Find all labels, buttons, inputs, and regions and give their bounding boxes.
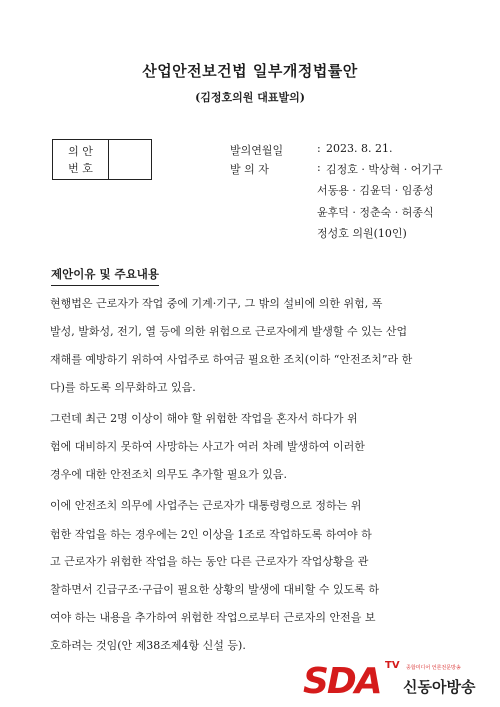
broadcaster-logo (303, 660, 493, 702)
proposer-line: 윤후덕 · 정춘숙 · 허종식 (317, 206, 434, 219)
proposer-colon: : (317, 161, 321, 174)
body-line: 여야 하는 내용을 추가하여 위험한 작업으로부터 근로자의 안전을 보 (50, 611, 376, 624)
body-line: 찰하면서 긴급구조·구급이 필요한 상황의 발생에 대비할 수 있도록 하 (50, 583, 379, 596)
body-line: 고 근로자가 위험한 작업을 하는 동안 다른 근로자가 작업상황을 관 (50, 555, 369, 568)
body-line: 이에 안전조치 의무에 사업주는 근로자가 대통령령으로 정하는 위 (50, 499, 362, 512)
body-line: 험한 작업을 하는 경우에는 2인 이상을 1조로 작업하도록 하여야 하 (50, 528, 372, 541)
logo-name: 신동아방송 (403, 678, 476, 696)
proposer-label: 발 의 자 (230, 163, 269, 176)
body-line: 현행법은 근로자가 작업 중에 기계·기구, 그 밖의 설비에 의한 위험, 폭 (50, 297, 383, 310)
bill-subtitle: (김정호의원 대표발의) (195, 91, 305, 104)
bill-number-label (53, 140, 109, 179)
section-heading: 제안이유 및 주요내용 (51, 266, 159, 286)
logo-tv: TV (385, 660, 400, 671)
body-line: 그런데 최근 2명 이상이 해야 할 위험한 작업을 혼자서 하다가 위 (50, 412, 358, 425)
date-colon: : (317, 142, 321, 155)
body-line: 발성, 발화성, 전기, 열 등에 의한 위험으로 근로자에게 발생할 수 있는 산업 (50, 325, 408, 338)
body-line: 다)를 하도록 의무화하고 있음. (50, 381, 196, 394)
proposer-line: 서동용 · 김윤덕 · 임종성 (317, 184, 434, 197)
date-value: 2023. 8. 21. (326, 142, 393, 155)
bill-title: 산업안전보건법 일부개정법률안 (142, 62, 358, 80)
body-line: 험에 대비하지 못하여 사망하는 사고가 여러 차례 발생하여 이러한 (50, 440, 365, 453)
body-line: 호하려는 것임(안 제38조제4항 신설 등). (50, 639, 246, 652)
proposer-line: 김정호 · 박상혁 · 어기구 (326, 163, 443, 176)
bill-number-label-line2: 번 호 (68, 161, 93, 175)
logo-mark: SDA (303, 661, 381, 702)
logo-tagline: 종합미디어 언론전문방송 (406, 665, 461, 671)
bill-number-value (109, 140, 151, 179)
bill-number-box (52, 139, 152, 180)
proposer-line: 정성호 의원(10인) (317, 227, 407, 240)
body-line: 경우에 대한 안전조치 의무도 추가할 필요가 있음. (50, 468, 287, 481)
body-line: 재해를 예방하기 위하여 사업주로 하여금 필요한 조치(이하 “안전조치”라 한 (50, 353, 413, 366)
date-label: 발의연월일 (230, 144, 284, 157)
bill-number-label-line1: 의 안 (68, 144, 93, 158)
